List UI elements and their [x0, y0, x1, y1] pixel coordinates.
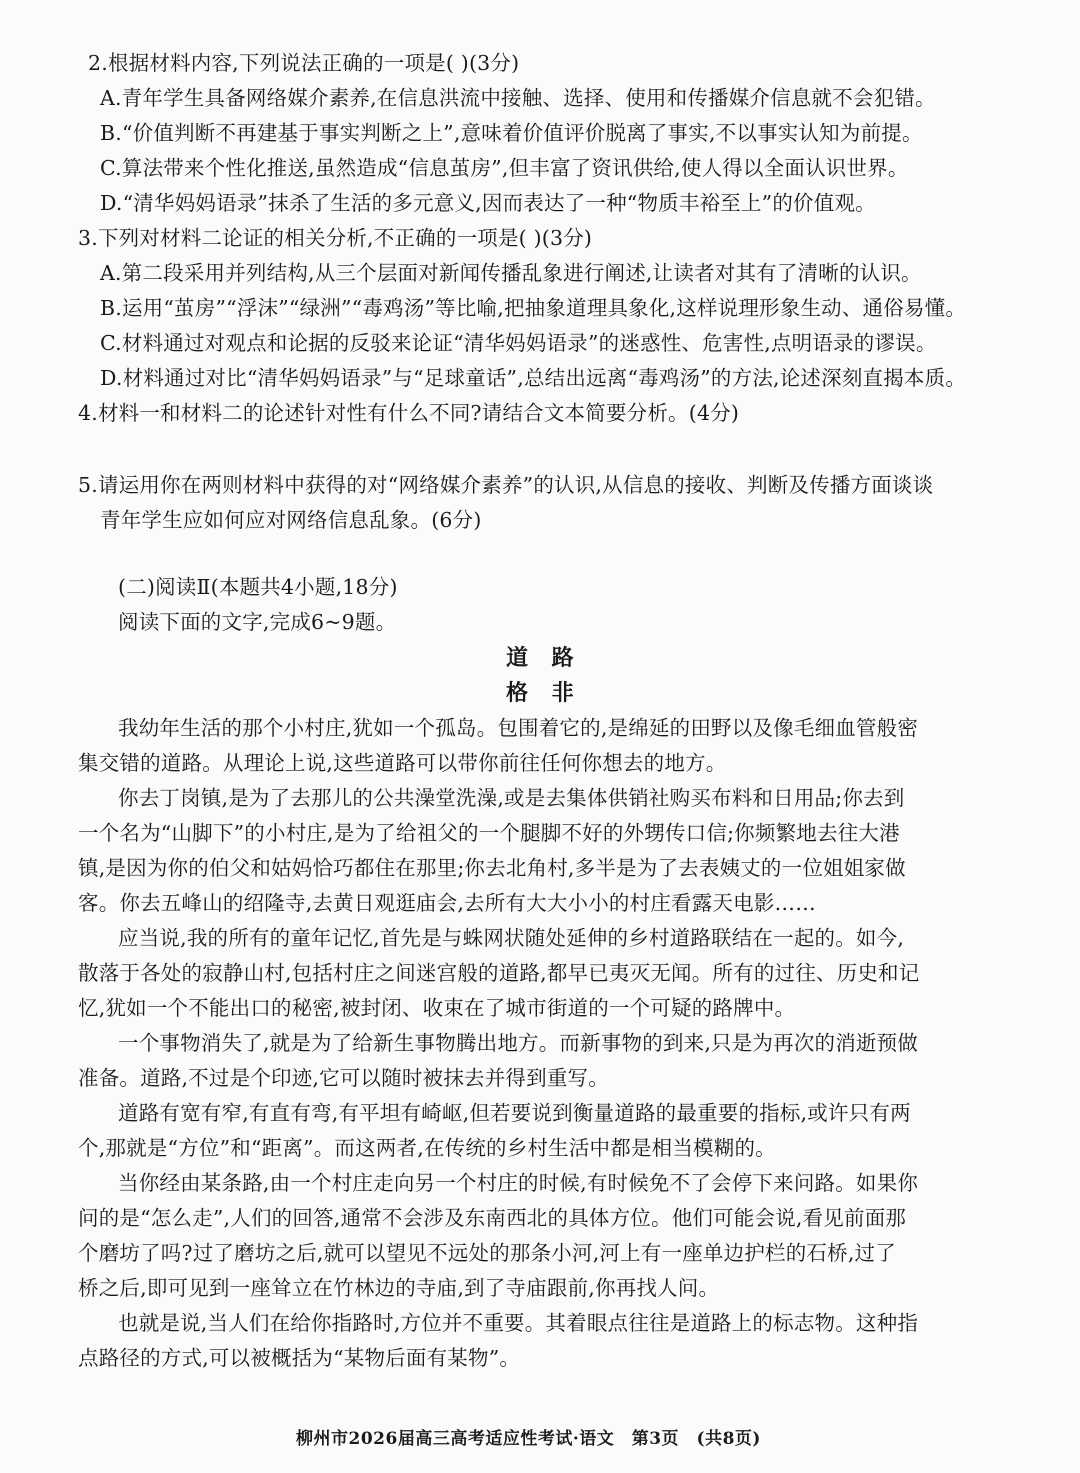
passage-line: 一个事物消失了,就是为了给新生事物腾出地方。而新事物的到来,只是为再次的消逝预做: [118, 1031, 919, 1055]
passage-line: 你去丁岗镇,是为了去那儿的公共澡堂洗澡,或是去集体供销社购买布料和日用品;你去到: [118, 786, 905, 810]
passage-line: 镇,是因为你的伯父和姑妈恰巧都住在那里;你去北角村,多半是为了去表姨丈的一位姐姐家做: [78, 856, 906, 880]
section-heading: (二)阅读Ⅱ(本题共4小题,18分): [118, 575, 398, 599]
passage-line: 准备。道路,不过是个印迹,它可以随时被抹去并得到重写。: [78, 1066, 609, 1090]
passage-line: 客。你去五峰山的绍隆寺,去黄日观逛庙会,去所有大大小小的村庄看露天电影……: [78, 891, 816, 915]
question-2-option-a: A.青年学生具备网络媒介素养,在信息洪流中接触、选择、使用和传播媒介信息就不会犯错。: [100, 86, 936, 110]
passage-line: 集交错的道路。从理论上说,这些道路可以带你前往任何你想去的地方。: [78, 751, 727, 775]
section-instruction: 阅读下面的文字,完成6~9题。: [118, 610, 397, 634]
question-3-option-b: B.运用“茧房”“浮沫”“绿洲”“毒鸡汤”等比喻,把抽象道理具象化,这样说理形象生动、通俗易懂。: [100, 296, 967, 320]
question-2-option-d: D.“清华妈妈语录”抹杀了生活的多元意义,因而表达了一种“物质丰裕至上”的价值观。: [100, 191, 876, 215]
passage-line: 点路径的方式,可以被概括为“某物后面有某物”。: [78, 1346, 521, 1370]
passage-line: 一个名为“山脚下”的小村庄,是为了给祖父的一个腿脚不好的外甥传口信;你频繁地去往大港: [78, 821, 900, 845]
passage-line: 个磨坊了吗?过了磨坊之后,就可以望见不远处的那条小河,河上有一座单边护栏的石桥,过了: [78, 1241, 896, 1265]
question-3-option-c: C.材料通过对观点和论据的反驳来论证“清华妈妈语录”的迷惑性、危害性,点明语录的谬误。: [100, 331, 937, 355]
passage-line: 忆,犹如一个不能出口的秘密,被封闭、收束在了城市街道的一个可疑的路牌中。: [78, 996, 796, 1020]
passage-line: 问的是“怎么走”,人们的回答,通常不会涉及东南西北的具体方位。他们可能会说,看见前面那: [78, 1206, 907, 1230]
passage-line: 也就是说,当人们在给你指路时,方位并不重要。其着眼点往往是道路上的标志物。这种指: [118, 1311, 919, 1335]
passage-title: 道 路: [506, 645, 582, 671]
question-3-option-a: A.第二段采用并列结构,从三个层面对新闻传播乱象进行阐述,让读者对其有了清晰的认识。: [100, 261, 922, 285]
question-5-stem-line-2: 青年学生应如何应对网络信息乱象。(6分): [100, 508, 482, 532]
question-2-option-b: B.“价值判断不再建基于事实判断之上”,意味着价值评价脱离了事实,不以事实认知为前提。: [100, 121, 923, 145]
passage-line: 应当说,我的所有的童年记忆,首先是与蛛网状随处延伸的乡村道路联结在一起的。如今,: [118, 926, 905, 950]
question-4-stem: 4.材料一和材料二的论述针对性有什么不同?请结合文本简要分析。(4分): [78, 401, 740, 425]
question-3-option-d: D.材料通过对比“清华妈妈语录”与“足球童话”,总结出远离“毒鸡汤”的方法,论述深刻直揭本质。: [100, 366, 967, 390]
passage-line: 道路有宽有窄,有直有弯,有平坦有崎岖,但若要说到衡量道路的最重要的指标,或许只有两: [118, 1101, 911, 1125]
question-2-stem: 2.根据材料内容,下列说法正确的一项是( )(3分): [88, 51, 520, 75]
passage-line: 我幼年生活的那个小村庄,犹如一个孤岛。包围着它的,是绵延的田野以及像毛细血管般密: [118, 716, 919, 740]
passage-line: 散落于各处的寂静山村,包括村庄之间迷宫般的道路,都早已夷灭无闻。所有的过往、历史和记: [78, 961, 920, 985]
question-3-stem: 3.下列对材料二论证的相关分析,不正确的一项是( )(3分): [78, 226, 593, 250]
question-5-stem-line-1: 5.请运用你在两则材料中获得的对“网络媒介素养”的认识,从信息的接收、判断及传播方面谈谈: [78, 473, 934, 497]
passage-line: 桥之后,即可见到一座耸立在竹林边的寺庙,到了寺庙跟前,你再找人问。: [78, 1276, 720, 1300]
passage-author: 格 非: [506, 680, 582, 706]
page-footer: 柳州市2026届高三高考适应性考试·语文 第3页 (共8页): [296, 1429, 761, 1449]
passage-line: 个,那就是“方位”和“距离”。而这两者,在传统的乡村生活中都是相当模糊的。: [78, 1136, 776, 1160]
passage-line: 当你经由某条路,由一个村庄走向另一个村庄的时候,有时候免不了会停下来问路。如果你: [118, 1171, 919, 1195]
question-2-option-c: C.算法带来个性化推送,虽然造成“信息茧房”,但丰富了资讯供给,使人得以全面认识世界。: [100, 156, 909, 180]
